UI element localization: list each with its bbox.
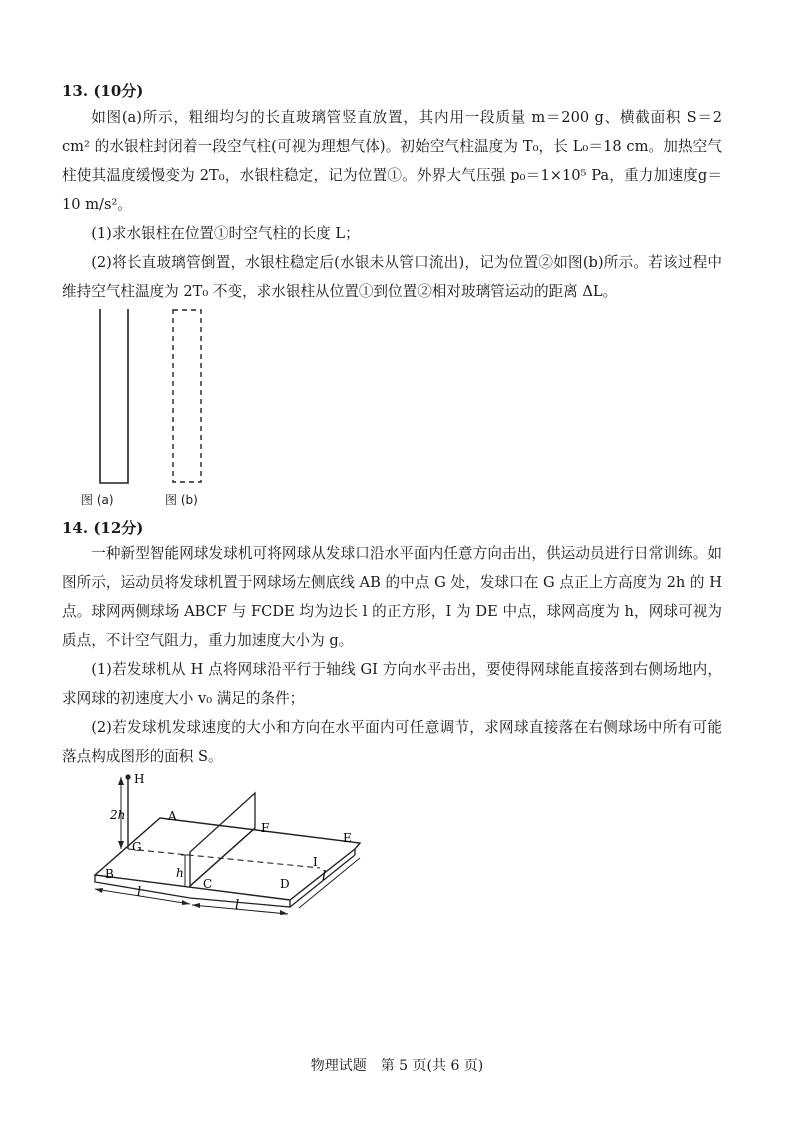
net-panel	[190, 793, 255, 886]
label-a: A	[168, 809, 177, 823]
dim-bc	[95, 889, 190, 904]
label-d: D	[280, 877, 290, 891]
question-14-heading: 14. (12分)	[62, 519, 144, 537]
label-g: G	[132, 840, 142, 854]
arrow-up	[118, 777, 124, 785]
court-front-edge	[95, 875, 290, 907]
dim-cd	[192, 905, 288, 914]
point-h	[125, 774, 130, 779]
q13-tube-figures	[90, 305, 220, 485]
label-l-de: l	[322, 869, 327, 884]
dim-de	[299, 858, 360, 908]
label-l-bc: l	[137, 885, 142, 900]
label-c: C	[203, 877, 213, 891]
question-13-heading: 13. (10分)	[62, 82, 144, 100]
question-14-body	[62, 539, 722, 771]
label-i: I	[313, 855, 318, 869]
label-e: E	[343, 831, 352, 845]
label-b: B	[105, 867, 114, 881]
page-footer: 物理试题 第 5 页(共 6 页)	[310, 1058, 484, 1074]
figure-a-label: 图 (a)	[81, 493, 114, 507]
q14-part-2: (2)若发球机发球速度的大小和方向在水平面内可任意调节，求网球直接落在右侧球场中所有可能落点构成图形的面积 S。	[62, 719, 722, 765]
tube-b	[173, 310, 201, 482]
label-f: F	[261, 821, 270, 835]
axis-gi	[128, 849, 320, 868]
tennis-court-diagram	[90, 765, 380, 915]
q14-part-1: (1)若发球机从 H 点将网球沿平行于轴线 GI 方向水平击出，要使得网球能直接落到右侧场地内，求网球的初速度大小 v₀ 满足的条件；	[62, 661, 722, 707]
q14-stem: 一种新型智能网球发球机可将网球从发球口沿水平面内任意方向击出，供运动员进行日常训练。如图所示，运动员将发球机置于网球场左侧底线 AB 的中点 G 处，发球口在 G 点正上方高度为 2h 的 H 点。球网两侧球场 ABCF 与 FCDE 均为边长 l 的正方形，I 为 DE 中点，球网高度为 h，网球可视为质点，不计空气阻力，重力加速度大小为 g。	[62, 545, 722, 649]
label-h: H	[134, 772, 145, 786]
q13-stem: 如图(a)所示，粗细均匀的长直玻璃管竖直放置，其内用一段质量 m＝200 g、横截面积 S＝2 cm² 的水银柱封闭着一段空气柱(可视为理想气体)。初始空气柱温度为 T₀，长 L₀＝18 cm。加热空气柱使其温度缓慢变为 2T₀，水银柱稳定，记为位置①。外界大气压强 p₀＝1×10⁵ Pa，重力加速度g＝10 m/s²。	[62, 109, 722, 213]
tube-a	[100, 309, 128, 483]
label-net-h: h	[176, 866, 184, 880]
label-l-cd: l	[235, 898, 240, 913]
figure-b-label: 图 (b)	[165, 493, 198, 507]
arrow-down	[118, 841, 124, 849]
question-13-body	[62, 103, 722, 306]
q13-part-2: (2)将长直玻璃管倒置，水银柱稳定后(水银未从管口流出)，记为位置②如图(b)所示。若该过程中维持空气柱温度为 2T₀ 不变，求水银柱从位置①到位置②相对玻璃管运动的距离 ΔL。	[62, 254, 722, 300]
label-2h: 2h	[110, 808, 126, 822]
q13-part-1: (1)求水银柱在位置①时空气柱的长度 L；	[91, 225, 360, 242]
